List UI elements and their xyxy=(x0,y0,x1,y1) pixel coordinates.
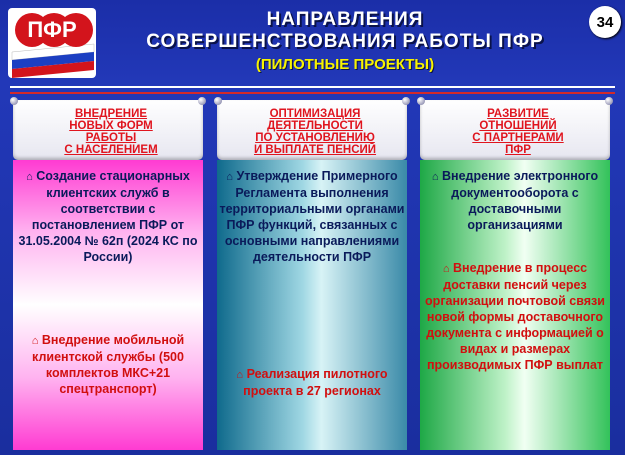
house-icon: ⌂ xyxy=(431,171,439,183)
column-panel xyxy=(420,160,610,450)
svg-text:ПФР: ПФР xyxy=(27,17,77,42)
bullet-item: ⌂ Реализация пилотного проекта в 27 регионах xyxy=(236,367,388,398)
header-line: РАЗВИТИЕ xyxy=(487,108,549,120)
house-icon: ⌂ xyxy=(236,369,244,381)
pin-icon xyxy=(10,97,18,105)
column-panel xyxy=(217,160,407,450)
pin-icon xyxy=(402,97,410,105)
bullet-item: ⌂ Внедрение электронного документооборота с доставочными организациями xyxy=(431,169,599,232)
header-line: ОПТИМИЗАЦИЯ xyxy=(269,108,361,120)
bullet-item: ⌂ Внедрение мобильной клиентской службы (500 комплектов МКС+21 спецтранспорт) xyxy=(31,333,185,396)
pin-icon xyxy=(605,97,613,105)
bullet-item: ⌂ Утверждение Примерного Регламента выполнения территориальными органами ПФР функций, связанных с основными направлениями деятельности ПФР xyxy=(219,169,405,264)
header-line: ОТНОШЕНИЙ xyxy=(479,120,557,132)
header-line: С НАСЕЛЕНИЕМ xyxy=(64,144,158,156)
header-line: ДЕЯТЕЛЬНОСТИ xyxy=(267,120,363,132)
column-header xyxy=(217,100,407,160)
pin-icon xyxy=(214,97,222,105)
divider-red xyxy=(10,92,615,94)
column-header xyxy=(420,100,610,160)
house-icon: ⌂ xyxy=(442,263,450,275)
bullet-item: ⌂ Внедрение в процесс доставки пенсий через организации почтовой связи новой формы доставочного документа с информацией о видах и размерах производимых ПФР выплат xyxy=(425,261,605,372)
house-icon: ⌂ xyxy=(31,335,39,347)
header-line: И ВЫПЛАТЕ ПЕНСИЙ xyxy=(253,144,377,156)
header-line: ПФР xyxy=(505,144,531,156)
header-line: ПО УСТАНОВЛЕНИЮ xyxy=(255,132,375,144)
house-icon: ⌂ xyxy=(226,171,233,183)
header-line: ВНЕДРЕНИЕ xyxy=(74,108,148,120)
column-header xyxy=(13,100,203,160)
header-line: РАБОТЫ xyxy=(85,132,137,144)
slide-subtitle: (ПИЛОТНЫЕ ПРОЕКТЫ) xyxy=(255,56,435,73)
pfr-logo xyxy=(6,6,98,80)
bullet-item: ⌂ Создание стационарных клиентских служб в соответствии с постановлением ПФР от 31.05.2004 № 62п (2024 КС по России) xyxy=(18,169,198,264)
header-line: НОВЫХ ФОРМ xyxy=(69,120,153,132)
header-line: С ПАРТНЕРАМИ xyxy=(472,132,564,144)
pin-icon xyxy=(417,97,425,105)
divider-white xyxy=(10,86,615,88)
house-icon: ⌂ xyxy=(26,171,33,183)
slide-title-line2: СОВЕРШЕНСТВОВАНИЯ РАБОТЫ ПФР xyxy=(146,31,544,52)
page-number-badge: 34 xyxy=(589,6,621,38)
column-panel xyxy=(13,160,203,450)
pin-icon xyxy=(198,97,206,105)
slide-title-line1: НАПРАВЛЕНИЯ xyxy=(266,9,424,30)
